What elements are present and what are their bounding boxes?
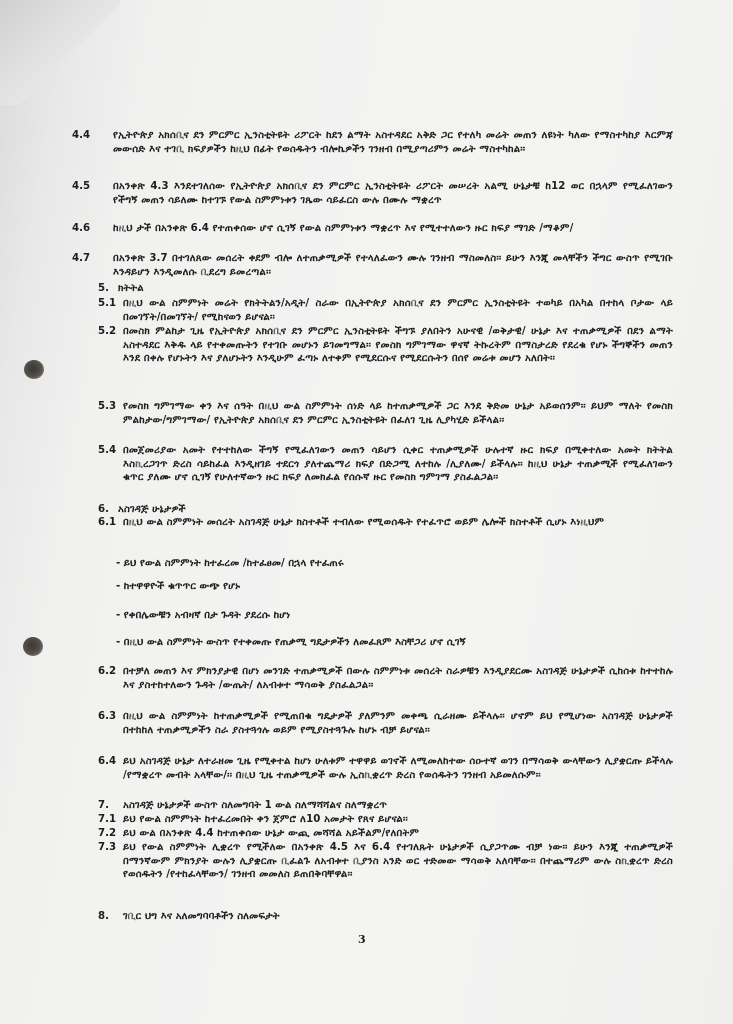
clause-number: 4.5 <box>72 181 91 192</box>
clause-number: 7.2 <box>98 828 117 839</box>
clause-number: 6.4 <box>98 756 117 767</box>
clause-text: ይህ ውል በአንቀጽ 4.4 ከተጠቀሰው ሁኔታ ውጪ መሻሻል አይችልም/የለበትም <box>123 828 420 839</box>
section-number: 8. <box>98 911 109 922</box>
bullet-item: - በዚህ ውል ስምምነት ውስጥ የተቀመጡ የጠቃሚ ግዴታዎችን ለመፈጸም እስቸጋሪ ሆኖ ሲገኝ <box>116 637 466 648</box>
clause-text: በመስክ ምልከታ ጊዜ የኢትዮጵያ አክሰቢና ደን ምርምር ኢንስቲትዩት ችግኙ ያለበትን አሁናዊ /ወቅታዊ/ ሁኔታ እና ተጠቃሚዎች በደን ልማት አስተዳደር እቅዱ ላይ የተቀመጡትን የተገቡ መሆኑን ይገመግማል፡፡ የመስክ ግምገማው ዋናኛ ትኩረትም በማስታረድ የደረቁ የሆኑ ችግኞችን መጠን እንደ በቀሉ የሆኑትን እና ያለሆኑትን እንዲሁም ፈጣኑ ለተቀም የሚደርሱና የሚደርሱትን በሰየ መሬቱ መሆን አለበት፡፡ <box>123 326 673 365</box>
clause-text: በዚህ ውል ስምምነት መሬት የክትትልን/አዲት/ ስራው በኢትዮጵያ አክሰቢና ደን ምርምር ኢንስቲትዩት ተወካይ በአካል በተከላ ቦታው ላይ በመገኘት/በመገኘት/ የሚከናወን ይሆናል፡፡ <box>123 298 673 323</box>
clause-text: የመስክ ግምገማው ቀን እና ሰዓት በዚህ ውል ስምምነት ሰነድ ላይ ከተጠቃሚዎች ጋር እንደ ቅድመ ሁኔታ አይወሰንም፡፡ ይህም ማለት የመስክ ምልከታው/ግምገማው/ የኢትዮጵያ አክሰቢና ደን ምርምር ኢንስቲትዩት በፈለገ ጊዜ ሊያካሂድ ይችላል፡፡ <box>123 401 673 426</box>
clause-text: ይህ አስገዳጅ ሁኔታ ለተራዘመ ጊዜ የሚቀተል ከሆነ ሁለቱም ተዋዋይ ወገኖች ለሚመለከተው ሰዑተኛ ወገን በማሳወቅ ውላቸውን ሊያቋርጡ ይችላሉ /የማቋረጥ መብት አላቸው/፡፡ በዚህ ጊዜ ተጠቃሚዎች ውሉ ኢስኪቋረጥ ድረስ የወሰዱትን ገንዘብ አይመለሱም፡፡ <box>123 756 673 781</box>
section-number: 5. <box>98 283 109 294</box>
section-number: 6. <box>98 504 109 515</box>
clause-number: 6.2 <box>98 666 117 677</box>
section-heading: ክትትል <box>118 283 144 294</box>
clause-text: በተቻለ መጠን እና ምክንያታዊ በሆነ መንገድ ተጠቃሚዎች በውሉ ስምምነቱ መሰረት ስራዎቹን እንዲያደርሙ አስገዳጅ ሁኔታዎች ሲከሰቱ ከተተከሉ እና ያስተከተለውን ጉዳት /ውጤት/ ለአብቱተ ማሳወቅ ያስፈልጋል፡፡ <box>123 666 673 691</box>
clause-text: ይህ የውል ስምምነት ሊቋረጥ የሚችለው በአንቀጽ 4.5 እና 6.4 የተገለጹት ሁኔታዎች ሲያጋጥሙ ብቻ ነው፡፡ ይሁን እንጂ ተጠቃሚዎች በማንኛውም ምክንያት ውሉን ሊያቋርጡ ቢፈልጉ ለአብቱተ ቢያንስ አንድ ወር ተድመው ማሳወቅ አለባቸው፡፡ በተጨማሪም ውሉ ስኪቋረጥ ድረስ የወሰዱትን /የተከፈላቸውን/ ገንዘብ መመለስ ይጠበቅባቸዋል፡፡ <box>123 842 673 881</box>
clause-text: በዚህ ውል ስምምነት መሰረት አስገዳጅ ሁኔታ ክስተቶች ተብለው የሚወሰዱት የተፈጥሮ ወይም ሌሎች ክስተቶች ሲሆኑ እነዚህም <box>123 517 605 528</box>
clause-text: በመጀመሪያው አመት የተተከለው ችግኝ የሚፈለገውን መጠን ሳይሆን ሲቀር ተጠቃሚዎች ሁሉተኛ ዙር ክፍያ በሚቀተለው አመት ክትትል እስኪረጋገጥ ድረስ ሳይከፈል እንዲዘገይ ተደርጎ ያለተጨማሪ ክፍያ በድጋሚ ለተከሉ /ሊያለሙ/ ይችላሉ፡፡ ከዚህ ሁኔታ ተጠቃሚች የሚፈለገውን ቁጥር ያለሙ ሆኖ ሲገኝ የሁለተኛውን ዙር ክፍያ ለመክፈል የሰሱኛ ዙር የመስክ ግምገማ ያስፈልጋል፡፡ <box>123 445 673 484</box>
clause-number: 5.3 <box>98 401 117 412</box>
clause-number: 4.4 <box>72 130 91 141</box>
clause-number: 5.1 <box>98 298 117 309</box>
clause-number: 7.1 <box>98 814 117 825</box>
section-heading: ገቢር ህግ እና አለመግባባቶችን ስለመፍታት <box>123 911 280 922</box>
section-number: 7. <box>98 800 109 811</box>
clause-text: በዚህ ውል ስምምነት ከተጠቃሚዎች የሚጠበቁ ግዴታዎች ያለምንም መቀጫ ሲራዘሙ ይችላሉ፡፡ ሆኖም ይህ የሚሆነው አስገዳጅ ሁኔታዎች በተከከለ ተጠቃሚዎችን ስራ ያስተጓጎሉ ወይም የሚያስተጓጉሉ ከሆኑ ብቻ ይሆናል፡፡ <box>123 711 673 736</box>
clause-number: 7.3 <box>98 842 117 853</box>
clause-number: 4.6 <box>72 223 91 234</box>
clause-number: 5.2 <box>98 326 117 337</box>
page-number: 3 <box>358 933 366 946</box>
section-heading: አስገዳጅ ሁኔታዎች <box>118 504 186 515</box>
bullet-item: - የቀበሌውቹን አብዛኛ በታ ጉዳት ያደረሱ ከሆነ <box>116 610 291 621</box>
clause-text: ይህ የውል ስምምነት ከተፈረመበት ቀን ጀምሮ ለ10 አመታት የጸና ይሆናል፡፡ <box>123 814 408 825</box>
clause-number: 4.7 <box>72 253 91 264</box>
clause-text: ከዚህ ታች በአንቀጽ 6.4 የተጠቀሰው ሆኖ ሲገኝ የውል ስምምነቱን ማቋረጥ እና የሚተተለውን ዙር ክፍያ ማገድ /ማቆም/ <box>113 223 574 234</box>
bullet-item: - ከተዋዋዮች ቁጥጥር ውጭ የሆኑ <box>116 581 241 592</box>
clause-text: በአንቀጽ 4.3 እንደተገለሰው የኢትዮጵያ አክሰቢና ደን ምርምር ኢንስቲትዩት ሪፖርት መሠረት አልሚ ሁኔታቹ ከ12 ወር በኋላም የሚፈለገውን የችግኝ መጠን ሳይለሙ ከተገኙ የውል ስምምነቱን ገጼው ሳይፈርስ ውሉ በሙሉ ማቋረጥ <box>113 181 673 206</box>
clause-number: 6.1 <box>98 517 117 528</box>
clause-text: የኢትዮጵያ አክሰቢና ደን ምርምር ኢንስቲትዩት ሪፖርት ከደን ልማት አስተዳደር አቅድ ጋር የተለካ መሬት መጠን ለዩነት ካለው የማስተካከያ እርምጃ መውሰድ እና ተገቢ ክፍያዎችን ከዚህ በፊት የወሰዱትን ብሎኬዎችን ገንዘብ በሚያጣሪምን መሬት ማስተካከል፡፡ <box>113 130 673 155</box>
clause-number: 6.3 <box>98 711 117 722</box>
clause-number: 5.4 <box>98 445 117 456</box>
section-heading: አስገዳጅ ሁኔታዎች ውስጥ ስለመግባት 1 ውል ስለማሻሻልና ስለማቋረጥ <box>123 800 387 811</box>
clause-text: በአንቀጽ 3.7 በተገለጸው መሰረት ቀደም ብሎ ለተጠቃሚዎች የተላለፈውን ሙሉ ገንዘብ ማስመለስ፡፡ ይሁን እንጂ መላቸችን ችግር ውስጥ የሚገቡ እንዳይሆን እንዲመለሱ ቢደረግ ይመረጣል፡፡ <box>113 253 673 278</box>
bullet-item: - ይህ የውል ስምምነት ከተፈረመ /ከተፈፀመ/ በኋላ የተፈጠሩ <box>116 558 344 569</box>
